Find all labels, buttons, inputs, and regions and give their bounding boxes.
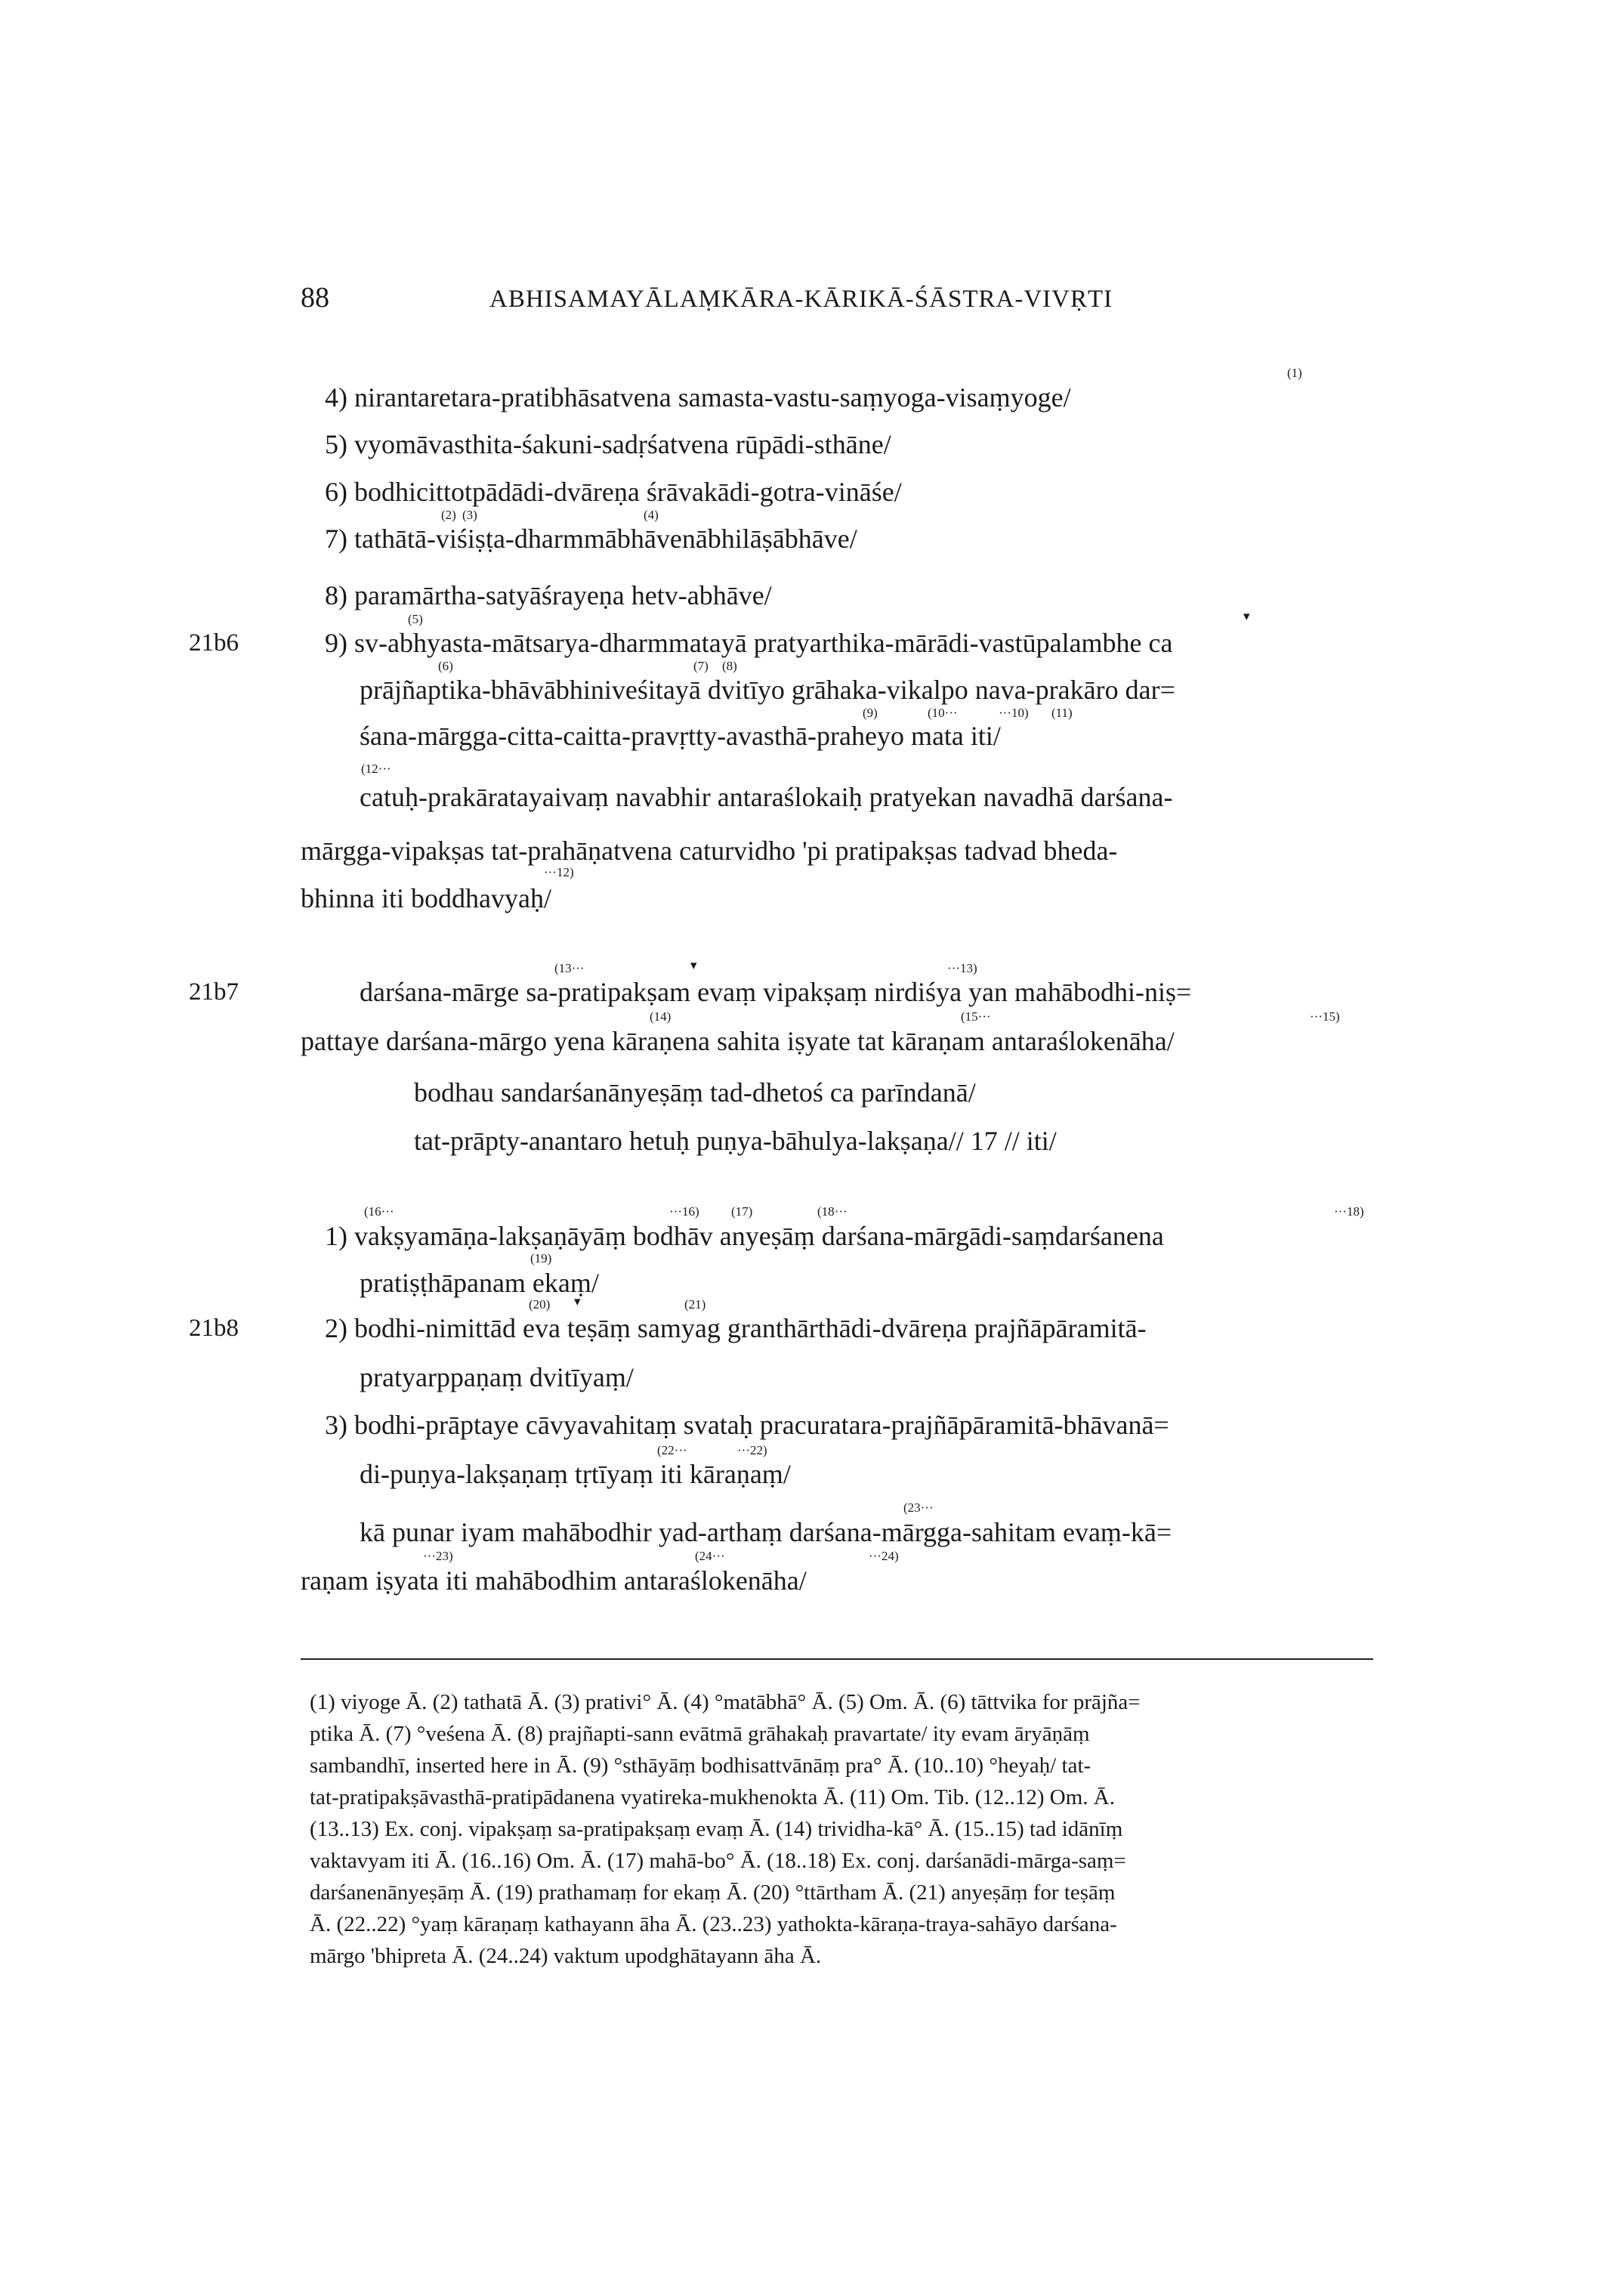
caret-marker: ▾ bbox=[1243, 609, 1250, 623]
footnote-marker: (11) bbox=[1051, 706, 1073, 720]
footnote-marker: ···12) bbox=[544, 865, 574, 879]
caret-marker: ▾ bbox=[690, 958, 697, 972]
footnote-marker: (14) bbox=[650, 1009, 672, 1024]
footnote-marker: (13··· bbox=[554, 961, 585, 975]
footnote-line: (1) viyoge Ā. (2) tathatā Ā. (3) prativi° Ā. (4) °matābhā° Ā. (5) Om. Ā. (6) tāttvika for prājña= bbox=[310, 1690, 1141, 1714]
footnotes bbox=[310, 1686, 1376, 1972]
text-line: di-puṇya-lakṣaṇaṃ tṛtīyaṃ iti kāraṇaṃ/ bbox=[360, 1459, 791, 1489]
text-line: raṇam iṣyata iti mahābodhim antaraślokenāha/ bbox=[301, 1565, 807, 1596]
page-number: 88 bbox=[301, 282, 329, 314]
footnote-marker: ···22) bbox=[737, 1443, 767, 1457]
footnote-line: mārgo 'bhipreta Ā. (24..24) vaktum upodghātayann āha Ā. bbox=[310, 1944, 822, 1968]
footnote-marker: (23··· bbox=[903, 1500, 934, 1515]
text-line: kā punar iyam mahābodhir yad-arthaṃ darśana-mārgga-sahitam evaṃ-kā= bbox=[360, 1517, 1172, 1547]
text-line: mārgga-vipakṣas tat-prahāṇatvena caturvidho 'pi pratipakṣas tadvad bheda- bbox=[301, 836, 1118, 866]
margin-ref-21b7: 21b7 bbox=[189, 978, 239, 1006]
footnote-marker: ···10) bbox=[999, 706, 1029, 720]
footnote-marker: (18··· bbox=[817, 1204, 848, 1219]
footnote-separator bbox=[301, 1658, 1373, 1660]
footnote-marker: ···13) bbox=[947, 961, 977, 975]
footnote-marker: ···23) bbox=[423, 1549, 453, 1563]
text-line: pattaye darśana-mārgo yena kāraṇena sahita iṣyate tat kāraṇam antaraślokenāha/ bbox=[301, 1026, 1175, 1056]
text-line: śana-mārgga-citta-caitta-pravṛtty-avasthā-praheyo mata iti/ bbox=[360, 721, 1001, 751]
footnote-marker: (20) bbox=[529, 1297, 551, 1312]
footnote-marker: (22··· bbox=[657, 1443, 687, 1457]
footnote-marker: (10··· bbox=[928, 706, 958, 720]
footnote-marker: ···15) bbox=[1310, 1009, 1340, 1024]
footnote-line: sambandhī, inserted here in Ā. (9) °sthāyāṃ bodhisattvānāṃ pra° Ā. (10..10) °heyaḥ/ tat- bbox=[310, 1754, 1091, 1778]
text-line: 7) tathātā-viśiṣṭa-dharmmābhāvenābhilāṣābhāve/ bbox=[325, 524, 857, 554]
footnote-line: (13..13) Ex. conj. vipakṣaṃ sa-pratipakṣaṃ evaṃ Ā. (14) trividha-kā° Ā. (15..15) tad idānīṃ bbox=[310, 1817, 1123, 1841]
footnote-marker: (4) bbox=[644, 508, 659, 522]
text-line: 6) bodhicittotpādādi-dvāreṇa śrāvakādi-gotra-vināśe/ bbox=[325, 477, 902, 507]
footnote-marker: (17) bbox=[731, 1204, 753, 1219]
text-line: catuḥ-prakāratayaivaṃ navabhir antaraślokaiḥ pratyekan navadhā darśana- bbox=[360, 782, 1173, 812]
footnote-line: darśanenānyeṣāṃ Ā. (19) prathamaṃ for ekaṃ Ā. (20) °ttārtham Ā. (21) anyeṣāṃ for teṣāṃ bbox=[310, 1880, 1116, 1905]
text-line: bhinna iti boddhavyaḥ/ bbox=[301, 883, 551, 913]
footnote-marker: (24··· bbox=[695, 1549, 725, 1563]
footnote-line: Ā. (22..22) °yaṃ kāraṇaṃ kathayann āha Ā. (23..23) yathokta-kāraṇa-traya-sahāyo darśana- bbox=[310, 1912, 1117, 1936]
footnote-marker: (9) bbox=[863, 706, 878, 720]
footnote-marker: (12··· bbox=[361, 762, 391, 776]
footnote-line: tat-pratipakṣāvasthā-pratipādanena vyatireka-mukhenokta Ā. (11) Om. Tib. (12..12) Om. Ā. bbox=[310, 1785, 1116, 1809]
footnote-marker: (8) bbox=[722, 659, 737, 673]
verse-line: bodhau sandarśanānyeṣāṃ tad-dhetoś ca parīndanā/ bbox=[414, 1077, 976, 1108]
footnote-marker: (5) bbox=[408, 612, 423, 626]
footnote-marker: (3) bbox=[462, 508, 477, 522]
margin-ref-21b6: 21b6 bbox=[189, 629, 239, 657]
text-line: 9) sv-abhyasta-mātsarya-dharmmatayā pratyarthika-mārādi-vastūpalambhe ca bbox=[325, 628, 1173, 658]
footnote-marker: ···18) bbox=[1334, 1204, 1364, 1219]
running-title: ABHISAMAYĀLAṂKĀRA-KĀRIKĀ-ŚĀSTRA-VIVṚTI bbox=[489, 286, 1113, 313]
text-line: 8) paramārtha-satyāśrayeṇa hetv-abhāve/ bbox=[325, 580, 772, 610]
footnote-marker: (7) bbox=[693, 659, 709, 673]
footnote-marker: (16··· bbox=[364, 1204, 394, 1219]
footnote-marker: ···16) bbox=[669, 1204, 699, 1219]
footnote-marker: (19) bbox=[530, 1251, 552, 1265]
text-line: pratiṣṭhāpanam ekaṃ/ bbox=[360, 1268, 599, 1298]
footnote-marker: (2) bbox=[441, 508, 456, 522]
text-line: pratyarppaṇaṃ dvitīyaṃ/ bbox=[360, 1362, 634, 1392]
footnote-marker: (21) bbox=[684, 1297, 706, 1312]
text-line: 3) bodhi-prāptaye cāvyavahitaṃ svataḥ pracuratara-prajñāpāramitā-bhāvanā= bbox=[325, 1410, 1169, 1440]
footnote-marker: (15··· bbox=[961, 1009, 991, 1024]
text-line: 2) bodhi-nimittād eva teṣāṃ samyag granthārthādi-dvāreṇa prajñāpāramitā- bbox=[325, 1313, 1147, 1343]
page-header bbox=[301, 281, 1373, 326]
footnote-marker: ···24) bbox=[869, 1549, 899, 1563]
footnote-marker: (1) bbox=[1287, 366, 1302, 380]
text-line: darśana-mārge sa-pratipakṣam evaṃ vipakṣaṃ nirdiśya yan mahābodhi-niṣ= bbox=[360, 977, 1192, 1007]
text-line: 1) vakṣyamāṇa-lakṣaṇāyāṃ bodhāv anyeṣāṃ darśana-mārgādi-saṃdarśanena bbox=[325, 1221, 1164, 1251]
caret-marker: ▾ bbox=[574, 1294, 581, 1309]
text-line: 5) vyomāvasthita-śakuni-sadṛśatvena rūpādi-sthāne/ bbox=[325, 429, 891, 459]
footnote-marker: (6) bbox=[438, 659, 453, 673]
margin-ref-21b8: 21b8 bbox=[189, 1315, 239, 1342]
verse-line: tat-prāpty-anantaro hetuḥ puṇya-bāhulya-lakṣaṇa// 17 // iti/ bbox=[414, 1126, 1057, 1156]
footnote-line: ptika Ā. (7) °veśena Ā. (8) prajñapti-sann evātmā grāhakaḥ pravartate/ ity evam āryāṇāṃ bbox=[310, 1722, 1090, 1746]
text-line: 4) nirantaretara-pratibhāsatvena samasta-vastu-saṃyoga-visaṃyoge/ bbox=[325, 382, 1071, 413]
text-line: prājñaptika-bhāvābhiniveśitayā dvitīyo grāhaka-vikalpo nava-prakāro dar= bbox=[360, 675, 1175, 705]
footnote-line: vaktavyam iti Ā. (16..16) Om. Ā. (17) mahā-bo° Ā. (18..18) Ex. conj. darśanādi-mārga-saṃ= bbox=[310, 1849, 1126, 1873]
